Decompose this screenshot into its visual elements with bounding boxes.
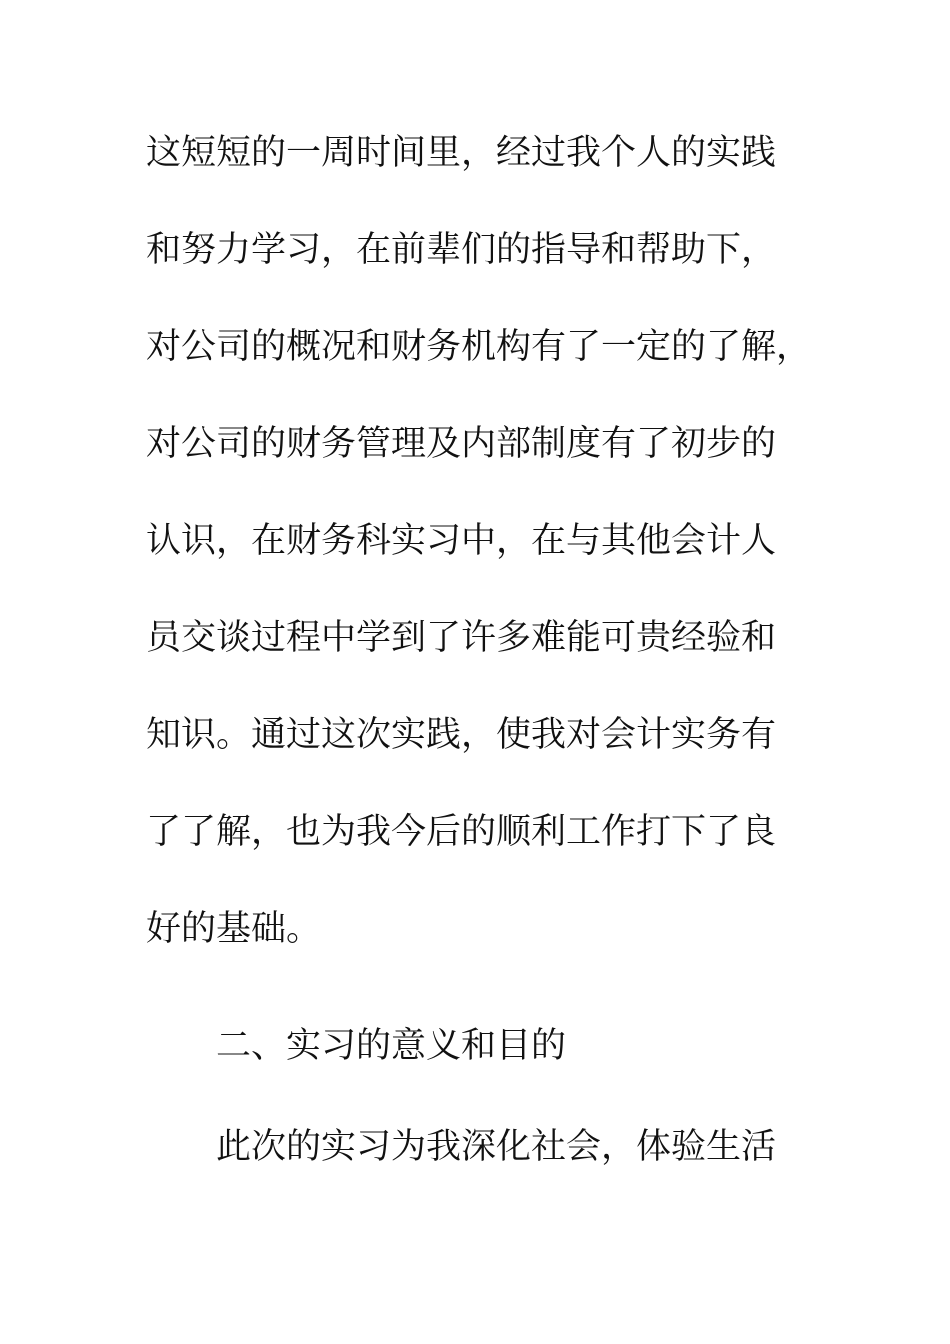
section-heading: 二、实习的意义和目的: [216, 1026, 567, 1066]
paragraph-first-line: 此次的实习为我深化社会，体验生活: [216, 1127, 777, 1167]
body-text-line: 认识，在财务科实习中，在与其他会计人: [146, 521, 777, 561]
body-text-line: 对公司的财务管理及内部制度有了初步的: [146, 424, 777, 464]
body-text-line: 和努力学习，在前辈们的指导和帮助下，: [146, 230, 777, 270]
body-text-line: 好的基础。: [146, 909, 322, 949]
body-text-line: 了了解，也为我今后的顺利工作打下了良: [146, 812, 777, 852]
body-text-line: 知识。通过这次实践，使我对会计实务有: [146, 715, 777, 755]
body-text-line: 这短短的一周时间里，经过我个人的实践: [146, 133, 777, 173]
body-text-line: 对公司的概况和财务机构有了一定的了解，: [146, 327, 812, 367]
body-text-line: 员交谈过程中学到了许多难能可贵经验和: [146, 618, 777, 658]
